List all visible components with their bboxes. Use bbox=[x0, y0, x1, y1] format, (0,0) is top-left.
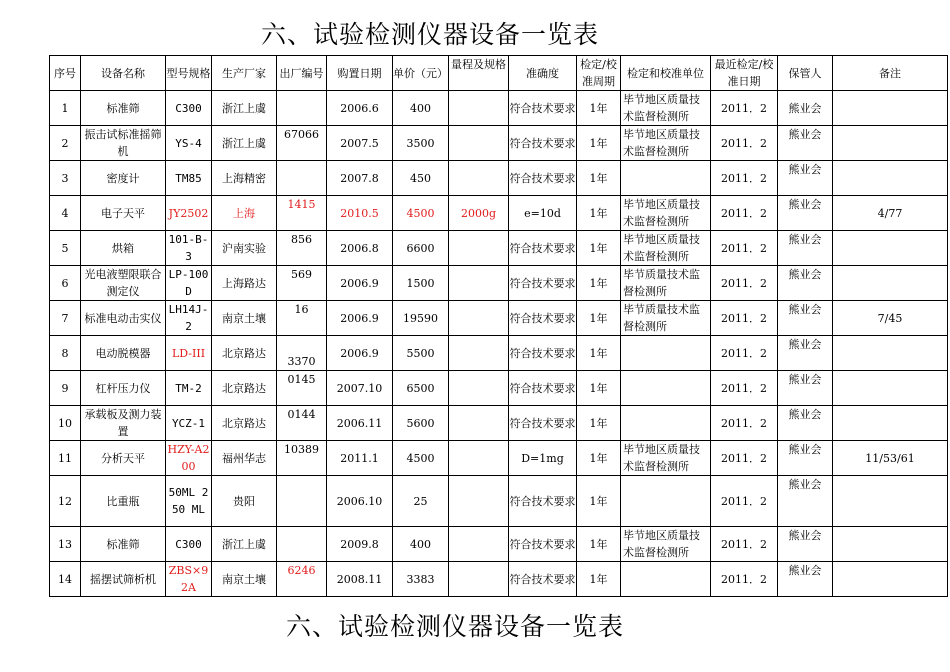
cell-period: 1年 bbox=[577, 476, 621, 527]
cell-date: 2007.8 bbox=[327, 161, 393, 196]
cell-keeper: 熊业会 bbox=[778, 527, 833, 562]
cell-note bbox=[833, 406, 948, 441]
cell-no: 3 bbox=[50, 161, 81, 196]
table-row bbox=[50, 336, 948, 371]
cell-maker: 贵阳 bbox=[212, 476, 277, 527]
cell-last: 2011．2 bbox=[711, 91, 778, 126]
cell-maker: 北京路达 bbox=[212, 371, 277, 406]
cell-note bbox=[833, 562, 948, 597]
cell-serial bbox=[277, 91, 327, 126]
cell-range bbox=[449, 406, 509, 441]
cell-accuracy: 符合技术要求 bbox=[509, 476, 577, 527]
equipment-table bbox=[49, 55, 948, 597]
header-period: 检定/校准周期 bbox=[577, 56, 621, 91]
cell-name: 密度计 bbox=[81, 161, 166, 196]
cell-name: 比重瓶 bbox=[81, 476, 166, 527]
cell-name: 杠杆压力仪 bbox=[81, 371, 166, 406]
header-name: 设备名称 bbox=[81, 56, 166, 91]
cell-keeper: 熊业会 bbox=[778, 91, 833, 126]
cell-keeper: 熊业会 bbox=[778, 371, 833, 406]
cell-serial: 6246 bbox=[277, 562, 327, 597]
page-title: 六、试验检测仪器设备一览表 bbox=[260, 20, 599, 49]
cell-name: 摇摆试筛析机 bbox=[81, 562, 166, 597]
cell-serial: 0145 bbox=[277, 371, 327, 406]
cell-no: 14 bbox=[50, 562, 81, 597]
cell-period: 1年 bbox=[577, 196, 621, 231]
cell-range bbox=[449, 371, 509, 406]
cell-last: 2011．2 bbox=[711, 161, 778, 196]
cell-keeper: 熊业会 bbox=[778, 406, 833, 441]
table-row bbox=[50, 371, 948, 406]
header-last: 最近检定/校准日期 bbox=[711, 56, 778, 91]
cell-unit: 毕节地区质量技术监督检测所 bbox=[621, 91, 711, 126]
cell-model: LP-100D bbox=[166, 266, 212, 301]
cell-accuracy: 符合技术要求 bbox=[509, 231, 577, 266]
cell-period: 1年 bbox=[577, 91, 621, 126]
cell-keeper: 熊业会 bbox=[778, 161, 833, 196]
cell-period: 1年 bbox=[577, 336, 621, 371]
cell-date: 2006.10 bbox=[327, 476, 393, 527]
cell-model: LD-III bbox=[166, 336, 212, 371]
header-accuracy: 准确度 bbox=[509, 56, 577, 91]
cell-serial: 67066 bbox=[277, 126, 327, 161]
cell-unit: 毕节地区质量技术监督检测所 bbox=[621, 126, 711, 161]
cell-price: 4500 bbox=[393, 441, 449, 476]
cell-range bbox=[449, 231, 509, 266]
cell-price: 25 bbox=[393, 476, 449, 527]
cell-period: 1年 bbox=[577, 527, 621, 562]
cell-date: 2006.9 bbox=[327, 301, 393, 336]
cell-note bbox=[833, 371, 948, 406]
cell-accuracy: D=1mg bbox=[509, 441, 577, 476]
cell-unit: 毕节地区质量技术监督检测所 bbox=[621, 196, 711, 231]
cell-model: LH14J-2 bbox=[166, 301, 212, 336]
cell-no: 4 bbox=[50, 196, 81, 231]
cell-date: 2010.5 bbox=[327, 196, 393, 231]
cell-period: 1年 bbox=[577, 126, 621, 161]
cell-no: 5 bbox=[50, 231, 81, 266]
cell-keeper: 熊业会 bbox=[778, 476, 833, 527]
cell-period: 1年 bbox=[577, 161, 621, 196]
header-range: 量程及规格 bbox=[449, 56, 509, 91]
cell-date: 2006.8 bbox=[327, 231, 393, 266]
cell-period: 1年 bbox=[577, 371, 621, 406]
header-model: 型号规格 bbox=[166, 56, 212, 91]
cell-maker: 浙江上虞 bbox=[212, 91, 277, 126]
cell-name: 标准筛 bbox=[81, 91, 166, 126]
cell-period: 1年 bbox=[577, 231, 621, 266]
cell-period: 1年 bbox=[577, 406, 621, 441]
header-date: 购置日期 bbox=[327, 56, 393, 91]
cell-accuracy: 符合技术要求 bbox=[509, 562, 577, 597]
cell-serial: 1415 bbox=[277, 196, 327, 231]
cell-accuracy: 符合技术要求 bbox=[509, 336, 577, 371]
cell-unit: 毕节地区质量技术监督检测所 bbox=[621, 231, 711, 266]
cell-maker: 北京路达 bbox=[212, 336, 277, 371]
cell-note bbox=[833, 527, 948, 562]
cell-date: 2007.10 bbox=[327, 371, 393, 406]
cell-maker: 沪南实验 bbox=[212, 231, 277, 266]
table-header-row bbox=[50, 56, 948, 91]
cell-unit bbox=[621, 161, 711, 196]
cell-date: 2006.9 bbox=[327, 266, 393, 301]
cell-date: 2006.9 bbox=[327, 336, 393, 371]
cell-date: 2008.11 bbox=[327, 562, 393, 597]
table-row bbox=[50, 196, 948, 231]
cell-last: 2011．2 bbox=[711, 126, 778, 161]
cell-range bbox=[449, 562, 509, 597]
cell-unit: 毕节质量技术监督检测所 bbox=[621, 301, 711, 336]
cell-no: 9 bbox=[50, 371, 81, 406]
cell-unit: 毕节地区质量技术监督检测所 bbox=[621, 527, 711, 562]
cell-price: 1500 bbox=[393, 266, 449, 301]
cell-range bbox=[449, 266, 509, 301]
cell-note bbox=[833, 161, 948, 196]
cell-model: TM-2 bbox=[166, 371, 212, 406]
cell-note bbox=[833, 336, 948, 371]
cell-last: 2011．2 bbox=[711, 441, 778, 476]
cell-model: ZBS×92A bbox=[166, 562, 212, 597]
cell-range bbox=[449, 126, 509, 161]
header-note: 备注 bbox=[833, 56, 948, 91]
cell-note bbox=[833, 91, 948, 126]
cell-maker: 南京土壤 bbox=[212, 301, 277, 336]
cell-model: JY2502 bbox=[166, 196, 212, 231]
table-row bbox=[50, 266, 948, 301]
cell-unit bbox=[621, 371, 711, 406]
cell-maker: 浙江上虞 bbox=[212, 126, 277, 161]
cell-no: 1 bbox=[50, 91, 81, 126]
cell-range bbox=[449, 301, 509, 336]
cell-last: 2011．2 bbox=[711, 266, 778, 301]
cell-note: 11/53/61 bbox=[833, 441, 948, 476]
table-row bbox=[50, 161, 948, 196]
cell-price: 5500 bbox=[393, 336, 449, 371]
cell-note: 7/45 bbox=[833, 301, 948, 336]
cell-date: 2007.5 bbox=[327, 126, 393, 161]
header-no: 序号 bbox=[50, 56, 81, 91]
cell-serial bbox=[277, 527, 327, 562]
cell-keeper: 熊业会 bbox=[778, 441, 833, 476]
cell-keeper: 熊业会 bbox=[778, 266, 833, 301]
cell-model: C300 bbox=[166, 91, 212, 126]
cell-keeper: 熊业会 bbox=[778, 562, 833, 597]
cell-maker: 浙江上虞 bbox=[212, 527, 277, 562]
cell-no: 7 bbox=[50, 301, 81, 336]
cell-price: 3383 bbox=[393, 562, 449, 597]
cell-last: 2011．2 bbox=[711, 476, 778, 527]
cell-accuracy: 符合技术要求 bbox=[509, 91, 577, 126]
cell-range bbox=[449, 476, 509, 527]
cell-serial bbox=[277, 161, 327, 196]
cell-price: 6500 bbox=[393, 371, 449, 406]
table-row bbox=[50, 406, 948, 441]
cell-range bbox=[449, 91, 509, 126]
cell-keeper: 熊业会 bbox=[778, 126, 833, 161]
cell-last: 2011．2 bbox=[711, 406, 778, 441]
cell-serial: 856 bbox=[277, 231, 327, 266]
cell-range bbox=[449, 527, 509, 562]
cell-date: 2009.8 bbox=[327, 527, 393, 562]
cell-last: 2011．2 bbox=[711, 371, 778, 406]
cell-keeper: 熊业会 bbox=[778, 196, 833, 231]
cell-range bbox=[449, 336, 509, 371]
cell-maker: 福州华志 bbox=[212, 441, 277, 476]
cell-name: 电子天平 bbox=[81, 196, 166, 231]
cell-last: 2011．2 bbox=[711, 562, 778, 597]
cell-name: 光电液塑限联合测定仪 bbox=[81, 266, 166, 301]
cell-no: 8 bbox=[50, 336, 81, 371]
cell-price: 5600 bbox=[393, 406, 449, 441]
cell-serial: 3370 bbox=[277, 336, 327, 371]
header-serial: 出厂编号 bbox=[277, 56, 327, 91]
cell-no: 11 bbox=[50, 441, 81, 476]
cell-model: C300 bbox=[166, 527, 212, 562]
cell-period: 1年 bbox=[577, 562, 621, 597]
cell-range bbox=[449, 441, 509, 476]
cell-last: 2011．2 bbox=[711, 336, 778, 371]
cell-range bbox=[449, 161, 509, 196]
cell-period: 1年 bbox=[577, 301, 621, 336]
cell-last: 2011．2 bbox=[711, 196, 778, 231]
table-row bbox=[50, 301, 948, 336]
cell-note bbox=[833, 476, 948, 527]
cell-model: 101-B-3 bbox=[166, 231, 212, 266]
cell-note bbox=[833, 231, 948, 266]
table-row bbox=[50, 476, 948, 527]
cell-serial: 16 bbox=[277, 301, 327, 336]
cell-no: 10 bbox=[50, 406, 81, 441]
cell-name: 烘箱 bbox=[81, 231, 166, 266]
cell-no: 12 bbox=[50, 476, 81, 527]
cell-accuracy: 符合技术要求 bbox=[509, 406, 577, 441]
cell-price: 4500 bbox=[393, 196, 449, 231]
cell-maker: 上海 bbox=[212, 196, 277, 231]
cell-last: 2011．2 bbox=[711, 301, 778, 336]
cell-last: 2011．2 bbox=[711, 231, 778, 266]
cell-accuracy: 符合技术要求 bbox=[509, 266, 577, 301]
header-keeper: 保管人 bbox=[778, 56, 833, 91]
cell-unit: 毕节质量技术监督检测所 bbox=[621, 266, 711, 301]
cell-price: 400 bbox=[393, 527, 449, 562]
table-row bbox=[50, 441, 948, 476]
cell-serial: 10389 bbox=[277, 441, 327, 476]
cell-keeper: 熊业会 bbox=[778, 336, 833, 371]
cell-accuracy: 符合技术要求 bbox=[509, 161, 577, 196]
cell-period: 1年 bbox=[577, 266, 621, 301]
cell-accuracy: e=10d bbox=[509, 196, 577, 231]
cell-accuracy: 符合技术要求 bbox=[509, 301, 577, 336]
cell-model: YCZ-1 bbox=[166, 406, 212, 441]
cell-date: 2006.6 bbox=[327, 91, 393, 126]
cell-date: 2006.11 bbox=[327, 406, 393, 441]
page-title-repeat: 六、试验检测仪器设备一览表 bbox=[285, 612, 624, 641]
cell-maker: 北京路达 bbox=[212, 406, 277, 441]
cell-keeper: 熊业会 bbox=[778, 301, 833, 336]
cell-keeper: 熊业会 bbox=[778, 231, 833, 266]
table-row bbox=[50, 126, 948, 161]
cell-price: 6600 bbox=[393, 231, 449, 266]
cell-name: 分析天平 bbox=[81, 441, 166, 476]
cell-model: YS-4 bbox=[166, 126, 212, 161]
cell-period: 1年 bbox=[577, 441, 621, 476]
cell-no: 6 bbox=[50, 266, 81, 301]
cell-note bbox=[833, 126, 948, 161]
cell-unit bbox=[621, 336, 711, 371]
cell-accuracy: 符合技术要求 bbox=[509, 527, 577, 562]
cell-unit bbox=[621, 406, 711, 441]
table-row bbox=[50, 91, 948, 126]
cell-no: 2 bbox=[50, 126, 81, 161]
cell-maker: 上海路达 bbox=[212, 266, 277, 301]
cell-accuracy: 符合技术要求 bbox=[509, 126, 577, 161]
header-unit: 检定和校准单位 bbox=[621, 56, 711, 91]
cell-unit bbox=[621, 562, 711, 597]
cell-serial bbox=[277, 476, 327, 527]
table-row bbox=[50, 231, 948, 266]
cell-unit: 毕节地区质量技术监督检测所 bbox=[621, 441, 711, 476]
cell-model: 50ML 250 ML bbox=[166, 476, 212, 527]
cell-name: 标准筛 bbox=[81, 527, 166, 562]
header-maker: 生产厂家 bbox=[212, 56, 277, 91]
cell-date: 2011.1 bbox=[327, 441, 393, 476]
cell-no: 13 bbox=[50, 527, 81, 562]
cell-price: 3500 bbox=[393, 126, 449, 161]
cell-range: 2000g bbox=[449, 196, 509, 231]
table-row bbox=[50, 562, 948, 597]
table-row bbox=[50, 527, 948, 562]
cell-model: HZY-A200 bbox=[166, 441, 212, 476]
cell-maker: 上海精密 bbox=[212, 161, 277, 196]
cell-name: 振击试标准摇筛机 bbox=[81, 126, 166, 161]
cell-accuracy: 符合技术要求 bbox=[509, 371, 577, 406]
cell-name: 承载板及测力装置 bbox=[81, 406, 166, 441]
cell-price: 400 bbox=[393, 91, 449, 126]
cell-unit bbox=[621, 476, 711, 527]
cell-price: 450 bbox=[393, 161, 449, 196]
cell-serial: 569 bbox=[277, 266, 327, 301]
cell-maker: 南京土壤 bbox=[212, 562, 277, 597]
header-price: 单价（元） bbox=[393, 56, 449, 91]
cell-serial: 0144 bbox=[277, 406, 327, 441]
cell-note: 4/77 bbox=[833, 196, 948, 231]
cell-name: 标准电动击实仪 bbox=[81, 301, 166, 336]
cell-last: 2011．2 bbox=[711, 527, 778, 562]
cell-note bbox=[833, 266, 948, 301]
cell-price: 19590 bbox=[393, 301, 449, 336]
cell-name: 电动脱模器 bbox=[81, 336, 166, 371]
cell-model: TM85 bbox=[166, 161, 212, 196]
